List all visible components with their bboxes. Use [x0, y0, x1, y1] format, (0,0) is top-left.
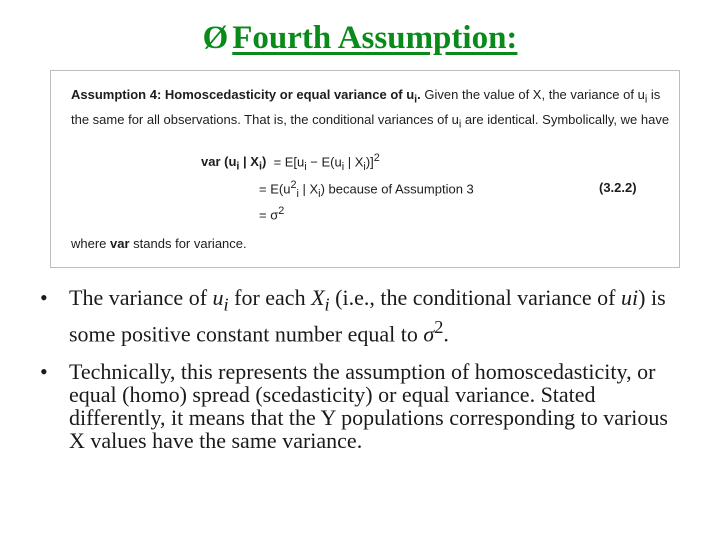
bullet-icon: •	[40, 358, 48, 384]
bullet-item-technically	[40, 360, 680, 452]
where-note: where var stands for variance.	[71, 236, 247, 251]
equation-line-3: = $\sigma^2$	[259, 205, 285, 223]
bullet-icon: •	[40, 285, 48, 310]
equation-line-2: = $E(u^2_i$ | $X_i$) because of Assumption 3	[259, 179, 474, 200]
assumption-paragraph	[71, 85, 671, 134]
slide-title	[0, 20, 720, 57]
bullet-text: Technically, this represents the assumption of homoscedasticity, or equal (homo) spread (scedasticity) or equal variance. Stated differently, it means that the Y populations corresponding to various X values have the same variance.	[69, 358, 668, 453]
arrow-bullet-icon: Ø	[202, 20, 229, 56]
assumption-body: Given the value of X, the variance of $u_i$ is the same for all observations. That is, the conditional variances of $u_i$ are identical. Symbolically, we have	[71, 87, 670, 131]
equation-number: (3.2.2)	[599, 180, 637, 195]
slide-title-text: Fourth Assumption:	[232, 20, 518, 56]
bullet-item-variance: • The variance of $u_i$ for each $X_i$ (i.e., the conditional variance of ui) is some positive constant number equal to $\sigma^2$.	[40, 285, 666, 347]
textbook-excerpt-box	[50, 70, 680, 268]
bullet-list	[40, 286, 680, 466]
equation-line-1: var ($u_i$ | $X_i) = E[u_i - E(u_i$ | $X_i)]^2$	[201, 152, 380, 173]
assumption-heading: Assumption 4: Homoscedasticity or equal variance of $u_i$.	[71, 87, 421, 106]
